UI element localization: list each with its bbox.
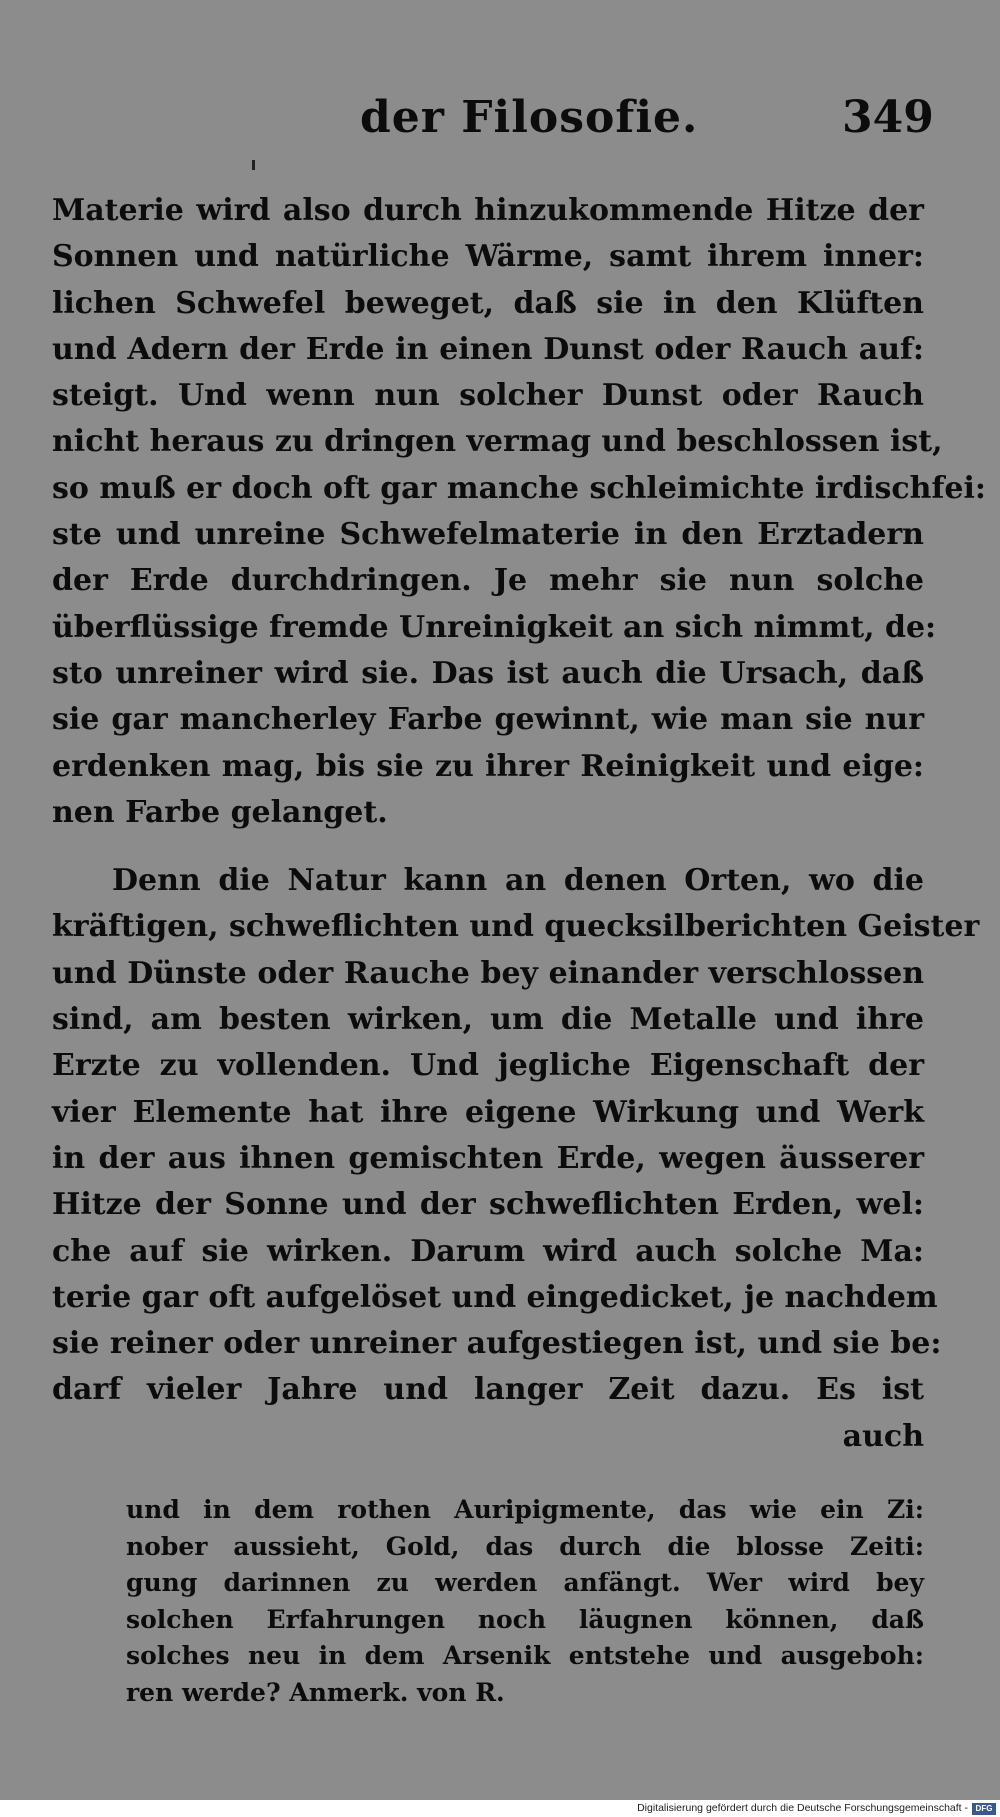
text-line: der Erde durchdringen. Je mehr sie nun solche: [52, 563, 924, 599]
text-line: so muß er doch oft gar manche schleimichte irdischfei:: [52, 470, 986, 506]
text-line: und Dünste oder Rauche bey einander verschlossen: [52, 955, 924, 991]
page-number: 349: [842, 92, 934, 143]
paragraph-gap: [52, 836, 924, 858]
text-line: sie gar mancherley Farbe gewinnt, wie man sie nur: [52, 702, 924, 738]
text-line: nen Farbe gelanget.: [52, 794, 388, 830]
footnote-line: gung darinnen zu werden anfängt. Wer wird bey: [126, 1568, 924, 1597]
text-line: kräftigen, schweflichten und quecksilberichten Geister: [52, 909, 980, 945]
text-line: vier Elemente hat ihre eigene Wirkung und Werk: [52, 1094, 924, 1130]
text-line: sto unreiner wird sie. Das ist auch die Ursach, daß: [52, 655, 924, 691]
text-line: Sonnen und natürliche Wärme, samt ihrem inner:: [52, 239, 924, 275]
paragraph-1: [52, 188, 986, 836]
footnote: [126, 1492, 924, 1711]
dfg-logo-icon: DFG: [972, 1803, 996, 1815]
text-line: überflüssige fremde Unreinigkeit an sich nimmt, de:: [52, 609, 937, 645]
stray-ink-mark: [252, 160, 255, 170]
text-line: steigt. Und wenn nun solcher Dunst oder Rauch: [52, 378, 924, 414]
footnote-line: ren werde? Anmerk. von R.: [126, 1677, 505, 1707]
text-line: Denn die Natur kann an denen Orten, wo die: [112, 863, 924, 899]
text-line: che auf sie wirken. Darum wird auch solche Ma:: [52, 1233, 924, 1269]
digitization-credit: Digitalisierung gefördert durch die Deutsche Forschungsgemeinschaft -: [637, 1802, 968, 1814]
text-line: terie gar oft aufgelöset und eingedicket, je nachdem: [52, 1279, 938, 1315]
text-line: in der aus ihnen gemischten Erde, wegen äusserer: [52, 1140, 924, 1176]
text-line: ste und unreine Schwefelmaterie in den Erztadern: [52, 517, 924, 553]
text-line: lichen Schwefel beweget, daß sie in den Klüften: [52, 285, 924, 321]
text-line: Hitze der Sonne und der schweflichten Erden, wel:: [52, 1187, 924, 1223]
footnote-line: und in dem rothen Auripigmente, das wie ein Zi:: [126, 1495, 924, 1524]
running-head: der Filosofie.: [360, 92, 699, 143]
paragraph-2: [52, 858, 980, 1460]
text-line: Erzte zu vollenden. Und jegliche Eigenschaft der: [52, 1048, 924, 1084]
text-line: darf vieler Jahre und langer Zeit dazu. Es ist: [52, 1372, 924, 1408]
text-line: nicht heraus zu dringen vermag und beschlossen ist,: [52, 424, 943, 460]
text-line: sie reiner oder unreiner aufgestiegen ist, und sie be:: [52, 1326, 942, 1362]
text-line: sind, am besten wirken, um die Metalle und ihre: [52, 1002, 924, 1038]
body-text: [52, 188, 986, 1460]
text-line: erdenken mag, bis sie zu ihrer Reinigkeit und eige:: [52, 748, 924, 784]
catchword: auch: [842, 1418, 924, 1454]
footnote-line: solches neu in dem Arsenik entstehe und ausgeboh:: [126, 1641, 924, 1670]
page-header: [0, 92, 1000, 152]
text-line: Materie wird also durch hinzukommende Hitze der: [52, 193, 924, 228]
footnote-line: nober aussieht, Gold, das durch die blosse Zeiti:: [126, 1531, 924, 1561]
footnote-line: solchen Erfahrungen noch läugnen können, daß: [126, 1604, 924, 1634]
text-line: und Adern der Erde in einen Dunst oder Rauch auf:: [52, 331, 924, 367]
